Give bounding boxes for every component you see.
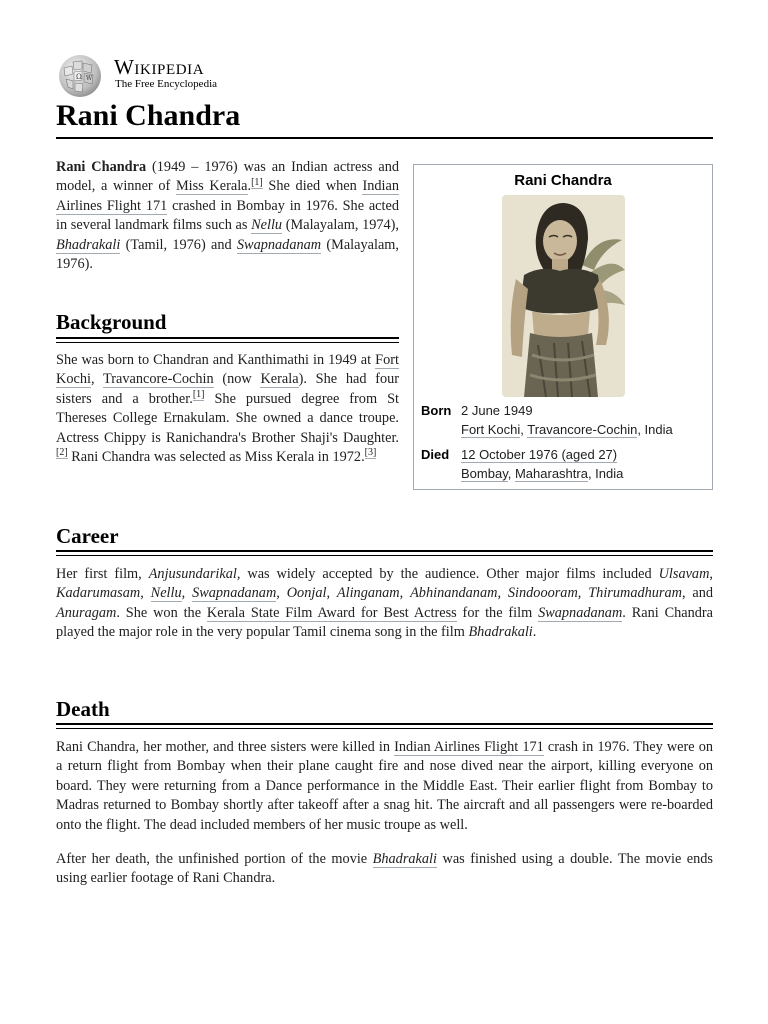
reference-1[interactable] [193, 389, 205, 401]
career-text: , and [681, 585, 714, 602]
infobox-row-born [421, 401, 711, 441]
career-text: . She won the [116, 604, 207, 621]
link-film-nellu[interactable]: Nellu [150, 585, 182, 602]
link-kerala-state-film-award[interactable]: Kerala State Film Award for Best Actress [206, 604, 457, 621]
career-text: , [577, 585, 589, 602]
career-text: , [181, 585, 193, 602]
link-film-bhadrakali[interactable]: Bhadrakali [372, 851, 437, 867]
career-text: , [709, 566, 713, 582]
film-title: Bhadrakali [468, 624, 533, 641]
death-text: After her death, the unfinished portion of the movie [56, 851, 373, 867]
career-text: , [399, 585, 411, 602]
death-paragraph-1 [56, 738, 713, 835]
intro-text: (Malayalam, 1976). [56, 236, 400, 273]
death-paragraph-2 [56, 850, 713, 889]
link-kerala[interactable]: Kerala [260, 371, 299, 388]
reference-2-link[interactable]: [2] [56, 447, 68, 459]
film-title: Ulsavam [658, 566, 710, 582]
career-text: , [276, 585, 287, 602]
section-heading-death: Death [56, 697, 110, 721]
wordmark-text: Wikipedia [114, 55, 205, 79]
intro-paragraph [56, 158, 399, 274]
career-paragraph [56, 565, 713, 643]
career-text: , was widely accepted by the audience. Other major films included [236, 566, 659, 582]
wikipedia-logo[interactable] [56, 54, 276, 98]
background-text: ). She had four sisters and a brother. [56, 371, 400, 407]
link-film-swapnadanam[interactable]: Swapnadanam [236, 236, 322, 253]
link-film-swapnadanam[interactable]: Swapnadanam [538, 604, 623, 621]
link-died-date[interactable]: 12 October 1976 (aged 27) [461, 447, 618, 462]
intro-text: (Malayalam, 1974), [282, 217, 399, 234]
background-text: She was born to Chandran and Kanthimathi in 1949 at [56, 352, 376, 368]
link-fort-kochi[interactable]: Fort Kochi [461, 422, 521, 437]
subject-name: Rani Chandra [56, 159, 147, 175]
intro-text: . [247, 178, 252, 195]
link-film-bhadrakali[interactable]: Bhadrakali [56, 236, 121, 253]
career-text: . [532, 624, 537, 641]
died-place [461, 464, 711, 483]
film-title: Alinganam [336, 585, 400, 602]
career-text: . Rani Chandra played the major role in the very popular Tamil cinema song in the film [56, 604, 713, 641]
died-country: , India [587, 466, 624, 481]
intro-text: crashed in Bombay in 1976. She acted in several landmark films such as [56, 197, 399, 234]
portrait-image[interactable] [502, 195, 625, 397]
link-film-nellu[interactable]: Nellu [251, 217, 283, 234]
title-divider [56, 137, 713, 139]
reference-1-link[interactable]: [1] [192, 389, 205, 401]
intro-text: (1949 – 1976) was an Indian actress and model, a winner of [56, 159, 399, 195]
link-miss-kerala[interactable]: Miss Kerala [175, 178, 248, 195]
page-title: Rani Chandra [56, 99, 241, 132]
born-label: Born [421, 403, 452, 418]
svg-text:Ω: Ω [76, 73, 82, 81]
link-travancore-cochin[interactable]: Travancore-Cochin [527, 422, 638, 437]
film-title: Anuragam [56, 604, 117, 621]
svg-text:W: W [86, 75, 93, 82]
reference-3[interactable] [365, 447, 377, 459]
wikipedia-wordmark [114, 56, 217, 91]
career-text: , [326, 585, 337, 602]
career-text: , [497, 585, 508, 602]
died-value [461, 445, 711, 483]
link-indian-airlines-flight-171[interactable]: Indian Airlines Flight 171 [56, 178, 399, 214]
reference-3-link[interactable]: [3] [364, 447, 377, 459]
born-separator: , [520, 422, 528, 437]
wikipedia-globe-icon [56, 54, 102, 98]
reference-1[interactable] [251, 177, 263, 189]
death-text: Rani Chandra, her mother, and three sisters were killed in [56, 739, 395, 755]
background-text: (now [213, 371, 261, 388]
link-indian-airlines-flight-171[interactable]: Indian Airlines Flight 171 [394, 739, 544, 755]
link-travancore-cochin[interactable]: Travancore-Cochin [103, 371, 214, 388]
background-text: Rani Chandra was selected as Miss Kerala in 1972. [67, 449, 365, 466]
infobox-title: Rani Chandra [514, 172, 612, 189]
career-text: , [140, 585, 151, 602]
born-country: , India [637, 422, 673, 437]
reference-1-link[interactable]: [1] [251, 176, 263, 188]
section-divider [56, 723, 713, 729]
born-value [461, 401, 711, 439]
film-title: Abhinandanam [410, 585, 498, 602]
intro-text: (Tamil, 1976) and [120, 236, 237, 253]
career-text: for the film [456, 604, 539, 621]
film-title: Oonjal [286, 585, 327, 602]
film-title: Kadarumasam [56, 585, 141, 602]
background-text: , [90, 371, 103, 388]
link-fort-kochi[interactable]: Fort Kochi [56, 352, 399, 388]
infobox-row-died [421, 445, 711, 485]
link-maharashtra[interactable]: Maharashtra [514, 466, 588, 481]
career-text: Her first film, [56, 566, 149, 582]
film-title: Anjusundarikal [148, 566, 237, 582]
born-place [461, 420, 711, 439]
infobox [413, 164, 713, 490]
link-film-swapnadanam[interactable]: Swapnadanam [192, 585, 277, 602]
died-label: Died [421, 447, 450, 462]
section-heading-background: Background [56, 310, 167, 334]
background-text: She pursued degree from St Thereses College Ernakulam. She owned a dance troupe. Actress Chippy is Ranichandra's Brother Shaji's Daughter. [56, 390, 400, 446]
died-separator: , [507, 466, 515, 481]
wordmark-tagline: The Free Encyclopedia [115, 78, 218, 90]
section-heading-career: Career [56, 524, 119, 548]
film-title: Thirumadhuram [588, 585, 682, 602]
reference-2[interactable] [56, 447, 68, 459]
section-divider [56, 337, 399, 343]
born-date: 2 June 1949 [461, 403, 533, 418]
death-text: crash in 1976. They were on a return flight from Bombay when their plane caught fire and nose dived near the airport, killing everyone on board. They were returning from a Dance performance in the Middle East. Their earlier flight from Bombay to Madras returned to Bombay shortly after takeoff after a snag hit. The aircraft and all passengers were re-boarded onto the flight. The dead included members of her music troupe as well. [56, 739, 713, 833]
portrait-photo [502, 195, 625, 397]
link-bombay[interactable]: Bombay [461, 466, 508, 481]
background-paragraph [56, 351, 399, 467]
death-text: was finished using a double. The movie ends using earlier footage of Rani Chandra. [56, 851, 713, 887]
film-title: Sindoooram [507, 585, 578, 602]
intro-text: She died when [262, 178, 363, 195]
section-divider [56, 550, 713, 556]
